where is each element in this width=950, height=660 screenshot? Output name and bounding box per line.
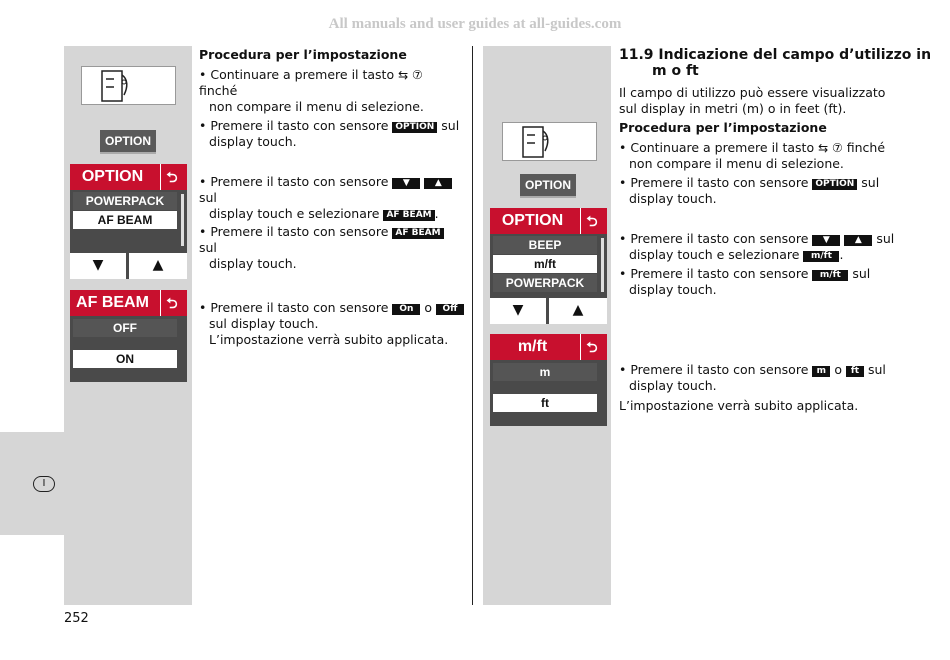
af-beam-panel (70, 290, 187, 382)
left-step-5 (199, 300, 464, 348)
step-text: . (434, 206, 439, 221)
step-text: sul (867, 362, 886, 377)
option-key-chip: OPTION (392, 122, 437, 133)
mft-key-chip: m/ft (812, 270, 848, 281)
step-text: non compare il menu di selezione. (629, 156, 844, 171)
up-arrow-icon: ▲ (424, 178, 452, 189)
mft-key-chip: m/ft (803, 251, 839, 262)
option-on: ON (73, 350, 177, 368)
up-arrow-icon: ▲ (844, 235, 872, 246)
step-text: display touch. (209, 134, 297, 149)
language-side-tab (0, 432, 64, 535)
option-menu-panel (70, 164, 187, 279)
menu-item-mft: m/ft (493, 255, 597, 273)
scroll-down-button (70, 253, 126, 279)
step-text: . (839, 247, 844, 262)
option-panel-title: OPTION (81, 168, 144, 185)
menu-item-beep: BEEP (493, 236, 597, 254)
hand-pressing-button-icon (503, 123, 596, 160)
down-arrow-icon: ▼ (92, 257, 104, 273)
left-procedure-heading: Procedura per l’impostazione (199, 47, 407, 62)
back-icon: ⮌ (580, 208, 603, 234)
right-step-5 (619, 362, 939, 394)
right-procedure-heading: Procedura per l’impostazione (619, 120, 827, 135)
ft-key-chip: ft (846, 366, 864, 377)
menu-key-icon: ⇆ ⑦ (818, 141, 843, 155)
mft-panel (490, 334, 607, 426)
step-text: sul (199, 240, 217, 255)
step-text: • Premere il tasto con sensore (619, 362, 809, 377)
step-text: finché (199, 83, 238, 98)
option-panel-header (70, 164, 187, 190)
af-beam-panel-title: AF BEAM (76, 294, 149, 311)
hand-press-illustration (81, 66, 176, 105)
column-divider (472, 46, 473, 605)
option-panel-title: OPTION (501, 212, 564, 229)
af-beam-key-chip: AF BEAM (383, 210, 434, 221)
mft-panel-header (490, 334, 607, 360)
mft-panel-title: m/ft (517, 338, 548, 355)
option-button-illustration: OPTION (520, 174, 576, 198)
step-text: sul (876, 231, 895, 246)
right-step-2 (619, 175, 939, 207)
left-step-1 (199, 67, 464, 115)
step-text: sul (852, 266, 871, 281)
step-text: sul (861, 175, 880, 190)
scrollbar (601, 238, 604, 292)
down-arrow-icon: ▼ (392, 178, 420, 189)
up-arrow-icon: ▲ (152, 257, 164, 273)
step-text: sul display touch. (209, 316, 319, 331)
on-key-chip: On (392, 304, 420, 315)
step-text: sul (199, 190, 217, 205)
step-text: display touch. (629, 378, 717, 393)
left-step-2 (199, 118, 464, 150)
scrollbar (181, 194, 184, 246)
step-text: • Premere il tasto con sensore (199, 174, 389, 189)
left-step-4 (199, 224, 464, 272)
intro-line: Il campo di utilizzo può essere visualizzato (619, 85, 886, 100)
right-outro: L’impostazione verrà subito applicata. (619, 398, 859, 413)
step-text: finché (846, 140, 886, 155)
af-beam-panel-header (70, 290, 187, 316)
step-text: • Premere il tasto con sensore (619, 175, 809, 190)
intro-line: sul display in metri (m) o in feet (ft). (619, 101, 847, 116)
right-step-3 (619, 231, 939, 263)
hand-press-illustration (502, 122, 597, 161)
down-arrow-icon: ▼ (512, 302, 524, 318)
step-text: display touch. (629, 191, 717, 206)
af-beam-key-chip: AF BEAM (392, 228, 443, 239)
back-icon: ⮌ (160, 290, 183, 316)
m-key-chip: m (812, 366, 830, 377)
step-text: o (834, 362, 843, 377)
right-step-4 (619, 266, 939, 298)
scroll-down-button (490, 298, 546, 324)
step-text: display touch e selezionare (209, 206, 380, 221)
step-text: • Premere il tasto con sensore (199, 118, 389, 133)
section-title-line: m o ft (652, 63, 699, 79)
step-text: • Premere il tasto con sensore (199, 224, 389, 239)
step-text: display touch. (209, 256, 297, 271)
watermark: All manuals and user guides at all-guides.com (328, 16, 622, 32)
left-step-3 (199, 174, 464, 222)
down-arrow-icon: ▼ (812, 235, 840, 246)
language-marker: I (33, 476, 55, 492)
option-m: m (493, 363, 597, 381)
section-title-line: 11.9 Indicazione del campo d’utilizzo in (619, 47, 932, 63)
off-key-chip: Off (436, 304, 464, 315)
page-number: 252 (64, 611, 89, 626)
step-text: • Continuare a premere il tasto (199, 67, 395, 82)
scroll-up-button (549, 298, 607, 324)
menu-item-af-beam: AF BEAM (73, 211, 177, 229)
back-icon: ⮌ (160, 164, 183, 190)
back-icon: ⮌ (580, 334, 603, 360)
menu-key-icon: ⇆ ⑦ (398, 68, 423, 82)
option-off: OFF (73, 319, 177, 337)
step-text: non compare il menu di selezione. (209, 99, 424, 114)
step-text: L’impostazione verrà subito applicata. (209, 332, 449, 347)
menu-item-powerpack: POWERPACK (493, 274, 597, 292)
step-text: o (424, 300, 433, 315)
menu-item-powerpack: POWERPACK (73, 192, 177, 210)
option-ft: ft (493, 394, 597, 412)
option-menu-panel (490, 208, 607, 324)
step-text: • Premere il tasto con sensore (619, 266, 809, 281)
scroll-up-button (129, 253, 187, 279)
step-text: display touch e selezionare (629, 247, 800, 262)
option-key-chip: OPTION (812, 179, 857, 190)
step-text: display touch. (629, 282, 717, 297)
hand-pressing-button-icon (82, 67, 175, 104)
option-button-illustration: OPTION (100, 130, 156, 154)
up-arrow-icon: ▲ (572, 302, 584, 318)
right-step-1 (619, 140, 939, 172)
section-intro (619, 85, 939, 117)
option-panel-header (490, 208, 607, 234)
step-text: • Premere il tasto con sensore (619, 231, 809, 246)
step-text: sul (441, 118, 460, 133)
step-text: • Premere il tasto con sensore (199, 300, 389, 315)
step-text: • Continuare a premere il tasto (619, 140, 815, 155)
section-title (619, 47, 939, 79)
